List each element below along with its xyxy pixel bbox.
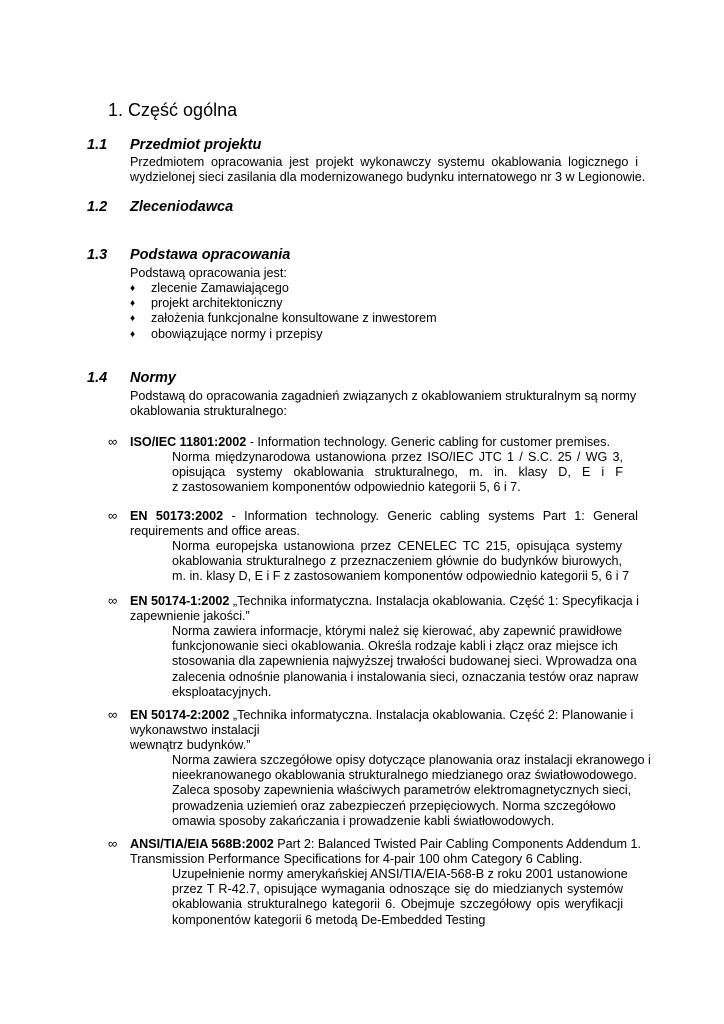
infinity-bullet-icon: ∞ (108, 434, 118, 449)
standard-title: „Technika informatyczna. Instalacja okablowania. Część 2: Planowanie i (229, 708, 634, 722)
standard-title: Transmission Performance Specifications for 4-pair 100 ohm Category 6 Cabling. (130, 852, 583, 867)
chapter-heading (108, 100, 237, 121)
diamond-bullet-icon: ♦ (130, 298, 136, 310)
section-number: 1.3 (87, 247, 108, 263)
section-1-4-intro (130, 389, 636, 419)
standard-item (130, 509, 638, 539)
section-title: Podstawa opracowania (130, 247, 291, 263)
standard-description: Uzupełnienie normy amerykańskiej ANSI/TIA/EIA-568-B z roku 2001 ustanowione przez T R-42.7, opisujące wymagania odnoszące się do miedzianych systemów okablowania strukturalnego kategorii 6. Obejmuje szczegółowy opis weryfikacji komponentów kategorii 6 metodą De-Embedded Testing (172, 867, 628, 927)
infinity-bullet-icon: ∞ (108, 593, 118, 608)
infinity-bullet-icon: ∞ (108, 836, 118, 851)
section-1-2-heading (87, 199, 387, 217)
infinity-bullet-icon: ∞ (108, 508, 118, 523)
standard-title: requirements and office areas. (130, 524, 300, 539)
standard-title: zapewnienie jakości.” (130, 609, 250, 624)
standard-description: Norma zawiera informacje, którymi należ się kierować, aby zapewnić prawidłowe funkcjonowanie sieci okablowania. Określa rodzaje kabli i złącz oraz miejsce ich stosowania dla zapewnienia najwyższej trwałości budowanej sieci. Wprowadza ona zalecenia odnośnie planowania i instalowania sieci, oznaczania testów oraz napraw eksploatacyjnych. (172, 624, 639, 699)
section-title: Zleceniodawca (130, 199, 234, 215)
diamond-bullet-icon: ♦ (130, 283, 136, 294)
section-1-1-body (130, 155, 646, 185)
section-number: 1.2 (87, 199, 108, 215)
standard-title: - Information technology. Generic cabling for customer premises. (246, 435, 610, 449)
standard-code: ISO/IEC 11801:2002 (130, 435, 247, 449)
list-item: ♦ obowiązujące normy i przepisy (130, 326, 323, 341)
chapter-number: 1. (108, 100, 124, 120)
section-title: Normy (130, 370, 176, 386)
list-item: ♦ projekt architektoniczny (130, 296, 283, 311)
diamond-bullet-icon: ♦ (130, 328, 136, 340)
diamond-bullet-icon: ♦ (130, 313, 136, 325)
section-1-1-heading (87, 137, 387, 155)
section-1-3-heading (87, 247, 387, 265)
chapter-title: Część ogólna (128, 100, 238, 120)
standard-description: Norma zawiera szczegółowe opisy dotyczące planowania oraz instalacji ekranowego i nieekranowanego okablowania strukturalnego miedzianego oraz światłowodowego. Zaleca sposoby zapewnienia właściwych parametrów elektromagnetycznych sieci, prowadzenia uziemień oraz zabezpieczeń przepięciowych. Norma szczegółowo omawia sposoby zakańczania i prowadzenie kabli światłowodowych. (172, 753, 651, 828)
standard-title: Part 2: Balanced Twisted Pair Cabling Components Addendum 1. (273, 837, 642, 851)
body-line: wydzielonej sieci zasilania dla modernizowanego budynku internatowego nr 3 w Legionowie. (130, 170, 646, 185)
standard-title: wewnątrz budynków.” (130, 738, 251, 753)
body-line: Podstawą do opracowania zagadnień związanych z okablowaniem strukturalnym są normy (130, 389, 637, 403)
standard-title: - Information technology. Generic cabling systems Part 1: General (223, 509, 638, 523)
standard-item (130, 594, 638, 624)
standard-code: EN 50174-1:2002 (130, 594, 230, 608)
standard-item (130, 837, 642, 867)
standard-code: ANSI/TIA/EIA 568B:2002 (130, 837, 274, 851)
standard-title: „Technika informatyczna. Instalacja okablowania. Część 1: Specyfikacja i (229, 594, 639, 608)
body-line: okablowania strukturalnego: (130, 404, 287, 419)
standard-item (130, 435, 638, 450)
body-line: Przedmiotem opracowania jest projekt wykonawczy systemu okablowania logicznego i (130, 155, 638, 169)
section-1-4-heading (87, 370, 387, 388)
standard-code: EN 50173:2002 (130, 509, 224, 523)
standard-item (130, 708, 638, 754)
basis-list (129, 281, 437, 342)
section-title: Przedmiot projektu (130, 137, 262, 153)
standard-title: wykonawstwo instalacji (130, 723, 260, 738)
list-item: ♦ zlecenie Zamawiającego (130, 281, 289, 295)
section-1-3-intro: Podstawą opracowania jest: (130, 266, 287, 280)
standard-code: EN 50174-2:2002 (130, 708, 230, 722)
infinity-bullet-icon: ∞ (108, 707, 118, 722)
standard-description: Norma międzynarodowa ustanowiona przez ISO/IEC JTC 1 / S.C. 25 / WG 3, opisująca systemy okablowania strukturalnego, m. in. klasy D, E i F z zastosowaniem komponentów odpowiednio kategorii 5, 6 i 7. (172, 450, 623, 495)
list-item: ♦ założenia funkcjonalne konsultowane z inwestorem (130, 311, 437, 326)
standard-description: Norma europejska ustanowiona przez CENELEC TC 215, opisująca systemy okablowania strukturalnego z przeznaczeniem głównie do budynków biurowych, m. in. klasy D, E i F z zastosowaniem komponentów odpowiednio kategorii 5, 6 i 7 (172, 539, 630, 584)
section-number: 1.4 (87, 370, 108, 386)
section-number: 1.1 (87, 137, 108, 153)
